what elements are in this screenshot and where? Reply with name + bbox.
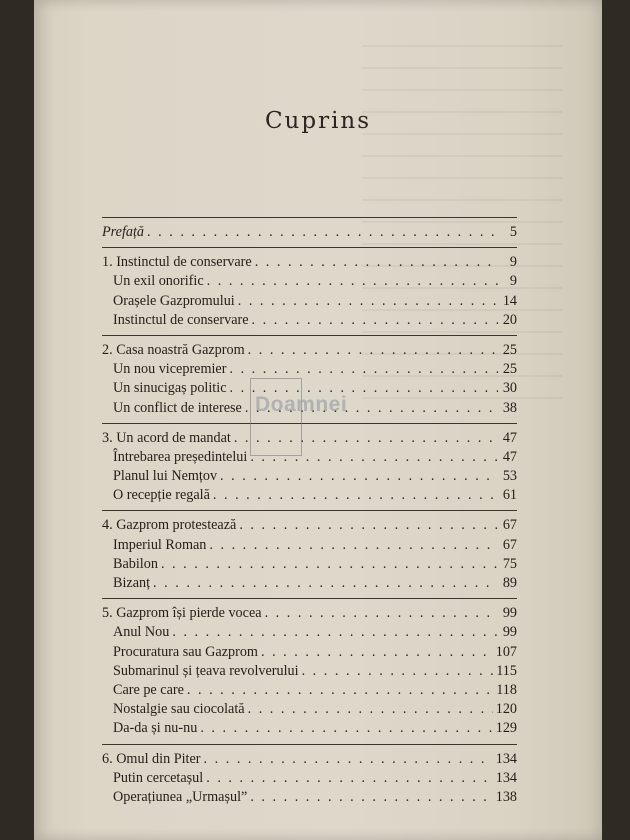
toc-subentry (102, 292, 517, 311)
toc-subentry (102, 681, 517, 700)
toc-page-number: 138 (495, 788, 517, 805)
toc-page-number: 47 (502, 429, 517, 446)
dot-leader (213, 486, 498, 505)
toc-entry-label: Un sinucigaș politic (113, 380, 227, 397)
dot-leader (220, 467, 498, 486)
toc-entry-label: Submarinul și țeava revolverului (113, 662, 299, 679)
toc-chapter (102, 750, 517, 769)
toc-page-number: 61 (502, 487, 517, 504)
toc-page-number: 115 (496, 662, 517, 679)
toc-entry-label: Nostalgie sau ciocolată (113, 701, 245, 718)
toc-entry-label: Da-da și nu-nu (113, 720, 198, 737)
toc-page-number: 99 (502, 624, 517, 641)
toc-entry-label: Anul Nou (113, 624, 170, 641)
dot-leader (261, 643, 493, 662)
section-divider (102, 598, 517, 599)
section-divider (102, 247, 517, 248)
toc-subentry (102, 467, 517, 486)
dot-leader (204, 750, 493, 769)
dot-leader (187, 681, 493, 700)
dot-leader (147, 223, 498, 242)
toc-page-number: 134 (495, 750, 517, 767)
toc-page-number: 25 (502, 361, 517, 378)
watermark-frame (250, 378, 302, 456)
toc-entry-label: 1. Instinctul de conservare (102, 254, 252, 271)
toc-entry-label: 6. Omul din Piter (102, 750, 201, 767)
toc-page-number: 134 (495, 769, 517, 786)
dot-leader (153, 574, 498, 593)
toc-entry-label: Instinctul de conservare (113, 311, 249, 328)
dot-leader (255, 253, 498, 272)
dot-leader (207, 272, 498, 291)
toc-subentry (102, 448, 517, 467)
toc-entry-label: Planul lui Nemțov (113, 468, 218, 485)
watermark-text: Doamnei (255, 393, 348, 416)
toc-page-number: 38 (502, 399, 517, 416)
toc-subentry (102, 769, 517, 788)
toc-page-number: 30 (502, 380, 517, 397)
toc-subentry (102, 719, 517, 738)
toc-subentry (102, 360, 517, 379)
dot-leader (161, 555, 498, 574)
toc-page-number: 67 (502, 536, 517, 553)
toc-subentry (102, 272, 517, 291)
toc-entry-label: Procuratura sau Gazprom (113, 643, 258, 660)
dot-leader (172, 623, 498, 642)
dot-leader (200, 719, 492, 738)
toc-chapter (102, 341, 517, 360)
toc-subentry (102, 311, 517, 330)
toc-page-number: 9 (509, 273, 517, 290)
toc-subentry (102, 643, 517, 662)
toc-chapter (102, 223, 517, 242)
toc-chapter (102, 429, 517, 448)
toc-entry-label: 4. Gazprom protestează (102, 517, 237, 534)
toc-chapter (102, 516, 517, 535)
toc-page-number: 53 (502, 468, 517, 485)
toc-entry-label: Putin cercetașul (113, 769, 204, 786)
toc-page-number: 129 (495, 720, 517, 737)
toc-chapter (102, 604, 517, 623)
dot-leader (248, 700, 493, 719)
section-divider (102, 510, 517, 511)
toc-entry-label: Bizanț (113, 575, 151, 591)
toc-subentry (102, 623, 517, 642)
toc-page-number: 9 (509, 254, 517, 271)
toc-page-number: 99 (502, 605, 517, 622)
section-divider (102, 335, 517, 336)
table-of-contents (102, 212, 517, 807)
dot-leader (238, 292, 498, 311)
toc-page-number: 14 (502, 292, 517, 309)
toc-page-number: 107 (495, 643, 517, 660)
toc-entry-label: Un conflict de interese (113, 399, 242, 416)
toc-entry-label: Orașele Gazpromului (113, 292, 235, 309)
dot-leader (265, 604, 498, 623)
section-divider (102, 217, 517, 218)
dot-leader (250, 788, 492, 807)
toc-entry-label: Imperiul Roman (113, 536, 207, 553)
toc-entry-label: Care pe care (113, 681, 184, 698)
book-page (34, 0, 602, 840)
toc-chapter (102, 253, 517, 272)
toc-page-number: 5 (509, 224, 517, 240)
dot-leader (248, 341, 498, 360)
toc-page-number: 47 (502, 448, 517, 465)
toc-entry-label: Operațiunea „Urmașul” (113, 788, 248, 805)
toc-page-number: 25 (502, 341, 517, 358)
toc-page-number: 89 (502, 575, 517, 591)
toc-entry-label: 2. Casa noastră Gazprom (102, 341, 245, 358)
section-divider (102, 744, 517, 745)
toc-entry-label: Babilon (113, 555, 158, 572)
section-divider (102, 423, 517, 424)
toc-page-number: 20 (502, 311, 517, 328)
toc-subentry (102, 662, 517, 681)
toc-entry-label: Prefață (102, 224, 145, 240)
toc-entry-label: Un exil onorific (113, 273, 204, 290)
dot-leader (302, 662, 494, 681)
toc-subentry (102, 574, 517, 593)
toc-page-number: 120 (495, 701, 517, 718)
dot-leader (229, 360, 498, 379)
dot-leader (252, 311, 498, 330)
toc-subentry (102, 700, 517, 719)
toc-entry-label: 3. Un acord de mandat (102, 429, 231, 446)
dot-leader (206, 769, 493, 788)
toc-entry-label: O recepție regală (113, 487, 210, 504)
dot-leader (239, 516, 498, 535)
page-title: Cuprins (264, 108, 372, 134)
toc-entry-label: 5. Gazprom își pierde vocea (102, 605, 262, 622)
toc-entry-label: Întrebarea președintelui (113, 448, 248, 465)
toc-entry-label: Un nou vicepremier (113, 361, 227, 378)
toc-subentry (102, 555, 517, 574)
toc-page-number: 118 (496, 681, 517, 698)
toc-subentry (102, 486, 517, 505)
toc-page-number: 75 (502, 555, 517, 572)
dot-leader (209, 536, 498, 555)
toc-subentry (102, 788, 517, 807)
toc-subentry (102, 536, 517, 555)
toc-page-number: 67 (502, 517, 517, 534)
